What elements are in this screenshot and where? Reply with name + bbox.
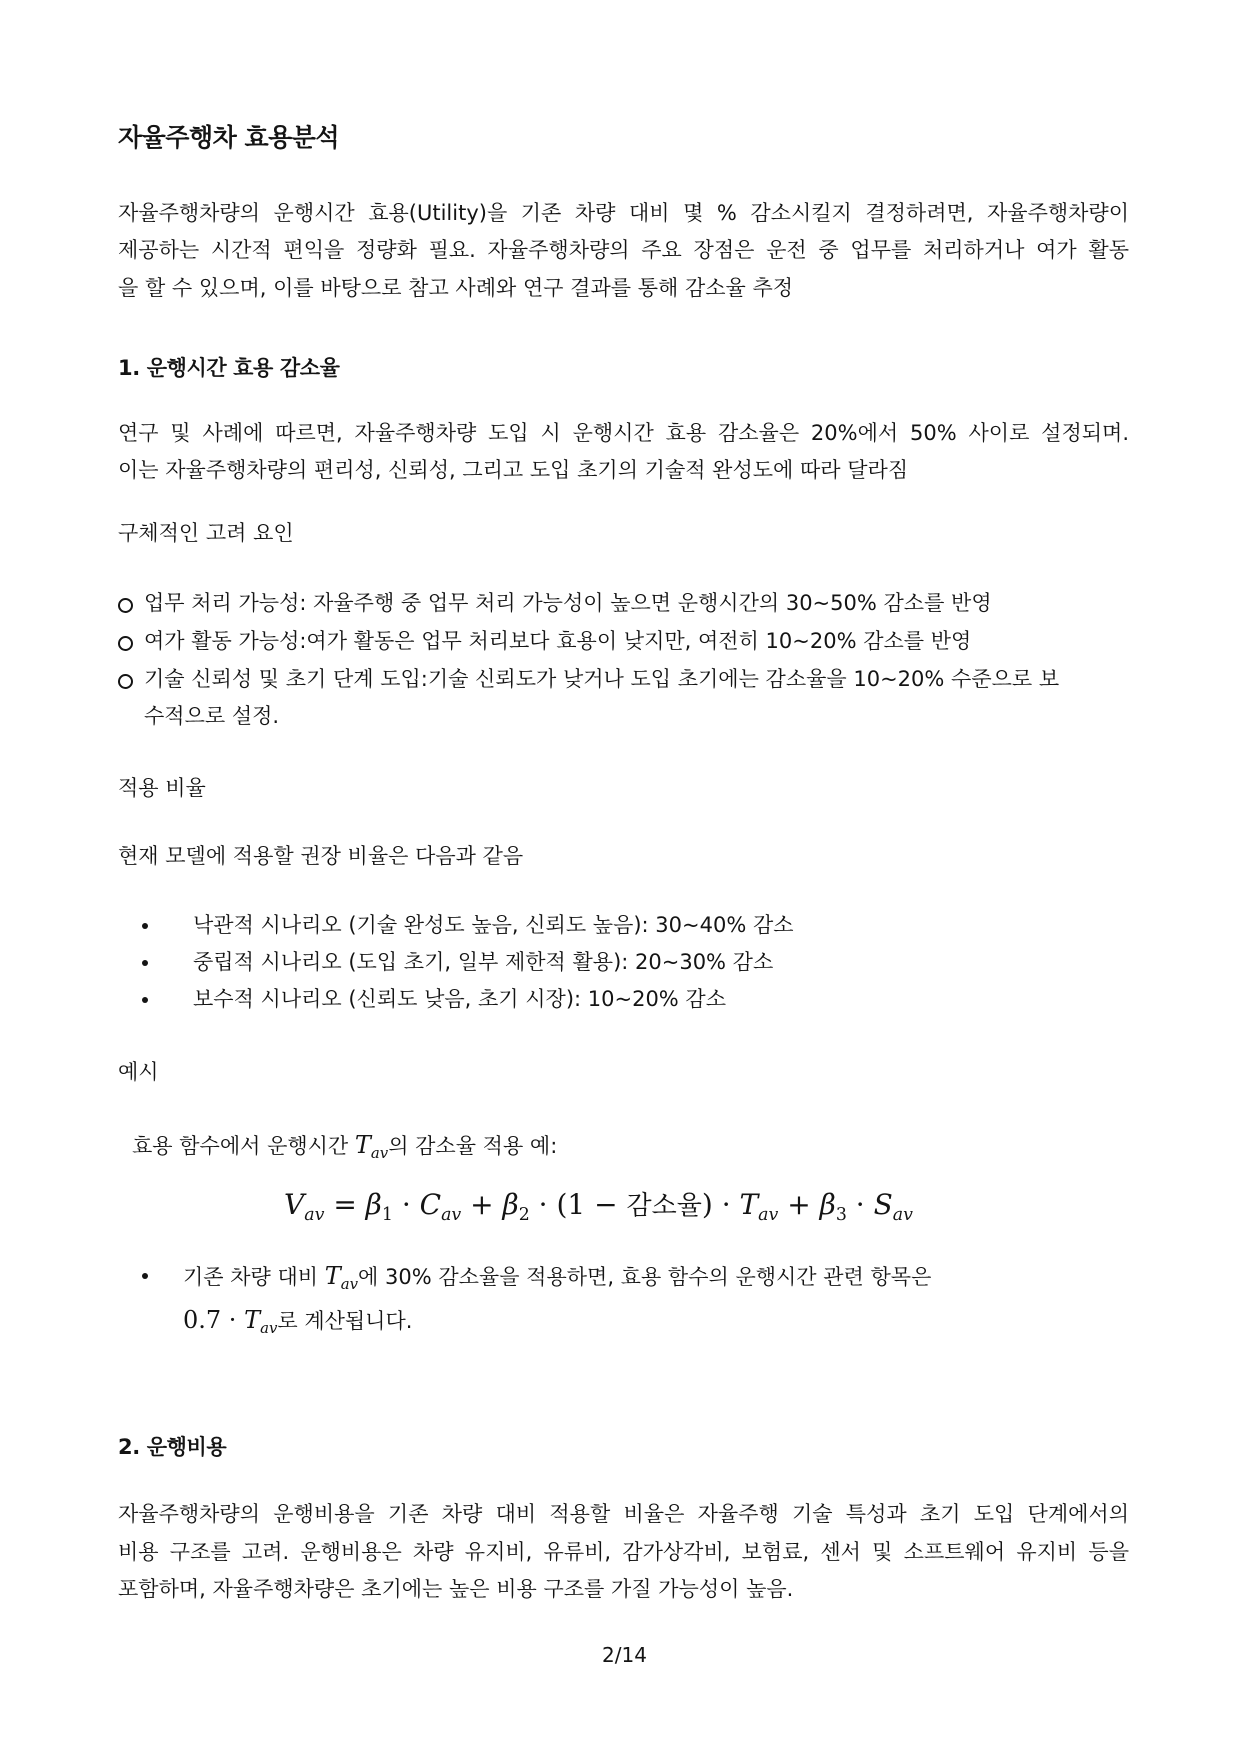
intro-line-2: 제공하는 시간적 편익을 정량화 필요. 자율주행차량의 주요 장점은 운전 중 업무를 처리하거나 여가 활동 xyxy=(118,238,1129,262)
math-t-av: $T_{av}$ xyxy=(354,1131,389,1163)
section2-body-line-2: 비용 구조를 고려. 운행비용은 차량 유지비, 유류비, 감가상각비, 보험료, 센서 및 소프트웨어 유지비 등을 xyxy=(118,1540,1129,1564)
math-t-av: $T_{av}$ xyxy=(324,1262,359,1294)
factor-item-continuation: 수적으로 설정. xyxy=(144,704,280,728)
section1-heading: 1. 운행시간 효용 감소율 xyxy=(118,356,340,380)
bullet-icon xyxy=(142,923,148,929)
factor-item: 여가 활동 가능성:여가 활동은 업무 처리보다 효용이 낮지만, 여전히 10~20% 감소를 반영 xyxy=(144,629,972,653)
section1-body-line-2: 이는 자율주행차량의 편리성, 신뢰성, 그리고 도입 초기의 기술적 완성도에 따라 달라짐 xyxy=(118,458,909,482)
circle-bullet-icon xyxy=(118,674,133,689)
scenario-item: 낙관적 시나리오 (기술 완성도 높음, 신뢰도 높음): 30~40% 감소 xyxy=(193,913,794,937)
formula-reduction-label: 감소율 xyxy=(626,1191,702,1221)
bullet-icon xyxy=(142,1273,148,1279)
circle-bullet-icon xyxy=(118,636,133,651)
ratio-intro: 현재 모델에 적용할 권장 비율은 다음과 같음 xyxy=(118,844,524,868)
page-number: 2/14 xyxy=(602,1643,647,1667)
section2-body-line-3: 포함하며, 자율주행차량은 초기에는 높은 비용 구조를 가질 가능성이 높음. xyxy=(118,1577,794,1601)
math-0-7-t-av: $0.7 \cdot T_{av}$ xyxy=(183,1306,278,1338)
factor-item: 기술 신뢰성 및 초기 단계 도입:기술 신뢰도가 낮거나 도입 초기에는 감소율을 10~20% 수준으로 보 xyxy=(144,667,1060,691)
section2-body-line-1: 자율주행차량의 운행비용을 기존 차량 대비 적용할 비율은 자율주행 기술 특성과 초기 도입 단계에서의 xyxy=(118,1502,1129,1526)
example-bullet-line-1: 기존 차량 대비 $T_{av}$에 30% 감소율을 적용하면, 효용 함수의 운행시간 관련 항목은 xyxy=(183,1262,932,1294)
scenario-item: 보수적 시나리오 (신뢰도 낮음, 초기 시장): 10~20% 감소 xyxy=(193,987,727,1011)
section2-heading: 2. 운행비용 xyxy=(118,1435,227,1459)
bullet-icon xyxy=(142,997,148,1003)
factors-label: 구체적인 고려 요인 xyxy=(118,521,294,545)
circle-bullet-icon xyxy=(118,598,133,613)
utility-formula: $V_{av} = \beta_1 \cdot C_{av} + \beta_2 \cdot (1$ − 감소율) · $T_{av} + \beta_3 \cdot S_{av}$ xyxy=(284,1188,913,1226)
ratio-label: 적용 비율 xyxy=(118,776,206,800)
bullet-icon xyxy=(142,960,148,966)
factor-item: 업무 처리 가능성: 자율주행 중 업무 처리 가능성이 높으면 운행시간의 30~50% 감소를 반영 xyxy=(144,591,992,615)
intro-line-1: 자율주행차량의 운행시간 효용(Utility)을 기존 차량 대비 몇 % 감소시킬지 결정하려면, 자율주행차량이 xyxy=(118,201,1129,225)
scenario-item: 중립적 시나리오 (도입 초기, 일부 제한적 활용): 20~30% 감소 xyxy=(193,950,774,974)
example-sentence: 효용 함수에서 운행시간 $T_{av}$의 감소율 적용 예: xyxy=(132,1131,558,1163)
example-label: 예시 xyxy=(118,1060,159,1084)
intro-line-3: 을 할 수 있으며, 이를 바탕으로 참고 사례와 연구 결과를 통해 감소율 추정 xyxy=(118,276,794,300)
page-title: 자율주행차 효용분석 xyxy=(118,123,340,152)
section1-body-line-1: 연구 및 사례에 따르면, 자율주행차량 도입 시 운행시간 효용 감소율은 20%에서 50% 사이로 설정되며. xyxy=(118,421,1129,445)
example-bullet-line-2: $0.7 \cdot T_{av}$로 계산됩니다. xyxy=(183,1306,413,1338)
